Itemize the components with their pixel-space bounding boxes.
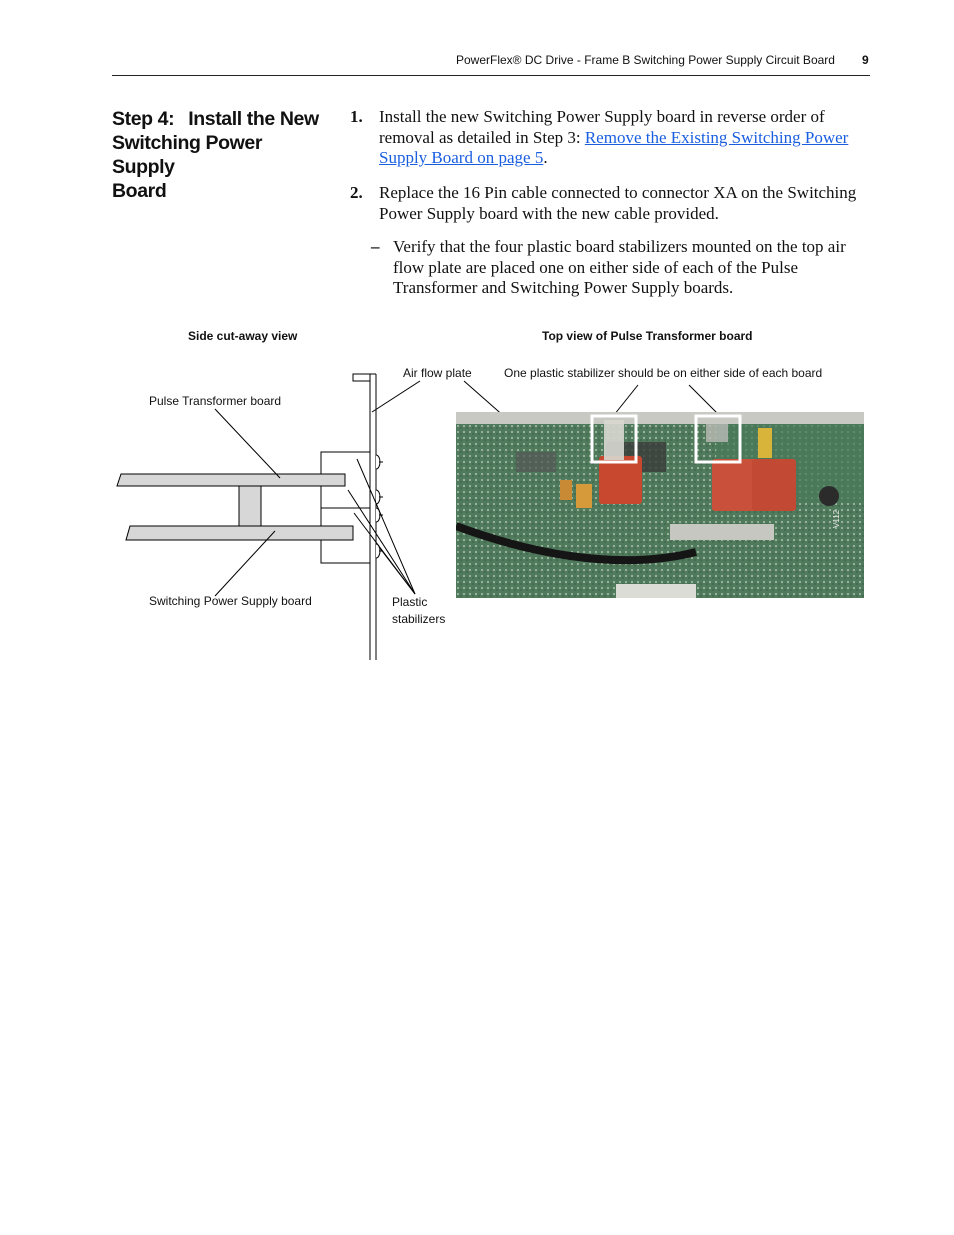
- cross-reference-link[interactable]: Remove the Existing Switching Power Supply Board on page 5: [379, 127, 849, 167]
- pulse-transformer-board-photo: [456, 412, 864, 598]
- label-switching-power-supply-board: Switching Power Supply board: [149, 594, 312, 608]
- step-title-line1: Install the New: [188, 108, 319, 130]
- label-air-flow-plate: Air flow plate: [403, 366, 472, 380]
- step-title-line2: Switching Power Supply: [112, 132, 263, 178]
- label-plastic-stabilizers-line2: stabilizers: [392, 612, 446, 626]
- board-marking-text: V112: [832, 509, 841, 528]
- step-label: Step 4:: [112, 108, 175, 130]
- instruction-body: Install the new Switching Power Supply board in reverse order of removal as detailed in Step 3:: [379, 107, 825, 147]
- board-brackets: [321, 452, 370, 563]
- figure-title-side-view: Side cut-away view: [188, 329, 298, 343]
- page-number: 9: [862, 53, 869, 67]
- label-plastic-stabilizers-line1: Plastic: [392, 595, 428, 609]
- label-stabilizer-note: One plastic stabilizer should be on either side of each board: [504, 366, 823, 380]
- instruction-text: Replace the 16 Pin cable connected to connector XA on the Switching Power Supply board with the new cable provided.: [379, 183, 857, 223]
- instruction-suffix: .: [543, 148, 548, 167]
- step-title-line3: Board: [112, 180, 167, 202]
- figure-title-top-view: Top view of Pulse Transformer board: [542, 329, 753, 343]
- instruction-number: 1.: [350, 107, 363, 126]
- board-standoff: [239, 486, 261, 526]
- switching-power-supply-board: [126, 526, 353, 540]
- dash-marker: –: [371, 237, 380, 256]
- label-pulse-transformer-board: Pulse Transformer board: [149, 394, 282, 408]
- pulse-transformer-board: [117, 474, 345, 486]
- instruction-number: 2.: [350, 183, 363, 202]
- sub-instruction-text: Verify that the four plastic board stabilizers mounted on the top air flow plate are placed one on either side of each of the Pulse Transformer and Switching Power Supply boards.: [393, 237, 846, 297]
- running-header-title: PowerFlex® DC Drive - Frame B Switching Power Supply Circuit Board: [456, 53, 835, 67]
